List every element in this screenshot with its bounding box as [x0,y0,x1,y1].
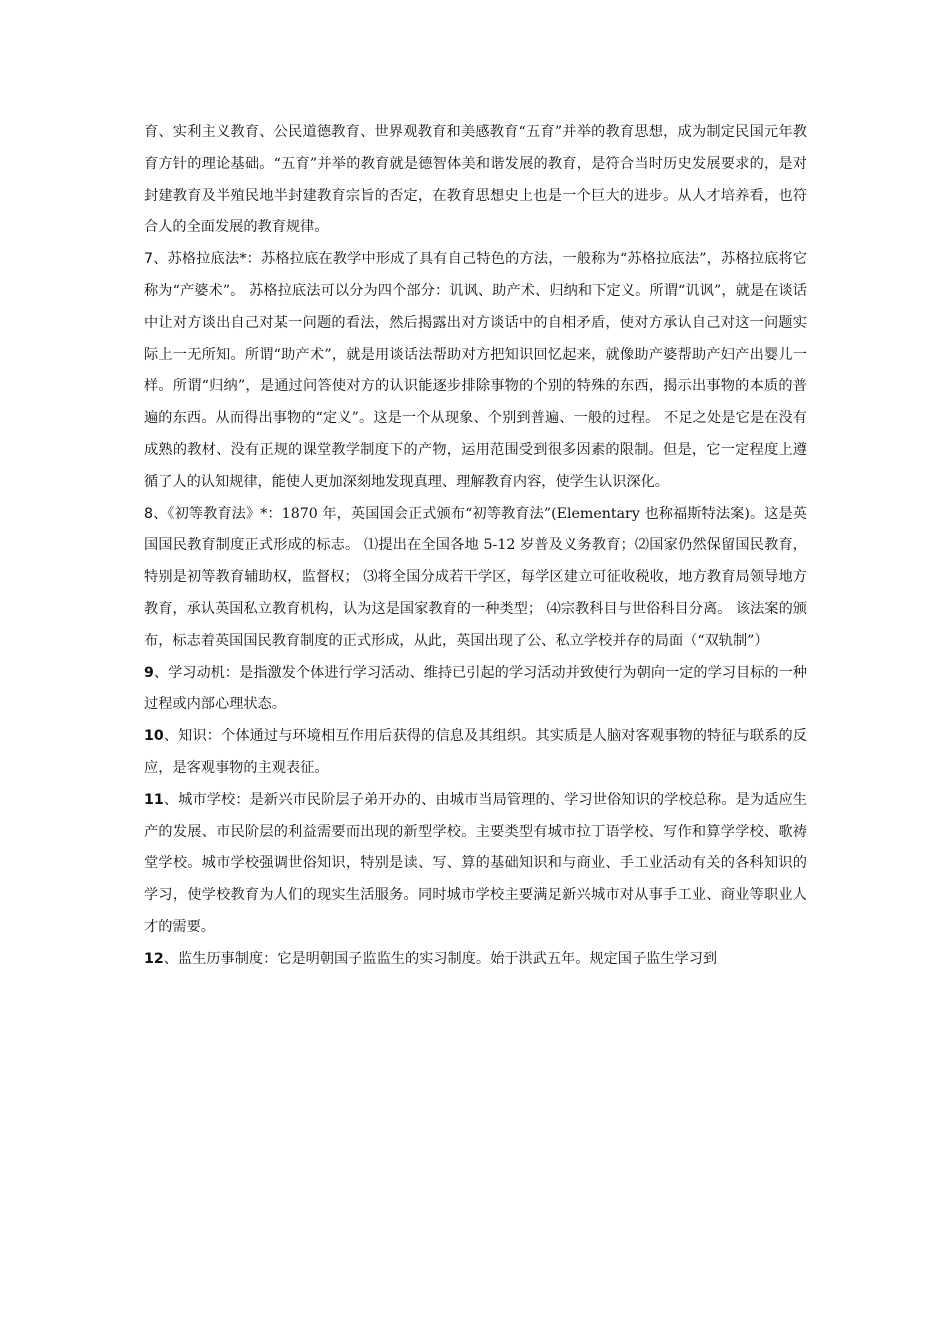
item-number: 12 [144,950,164,967]
item-number: 10 [144,728,164,745]
paragraph-text: 、城市学校：是新兴市民阶层子弟开办的、由城市当局管理的、学习世俗知识的学校总称。是为适应生产的发展、市民阶层的利益需要而出现的新型学校。主要类型有城市拉丁语学校、写作和算学学校、歌祷堂学校。城市学校强调世俗知识，特别是读、写、算的基础知识和与商业、手工业活动有关的各科知识的学习，使学校教育为人们的现实生活服务。同时城市学校主要满足新兴城市对从事手工业、商业等职业人才的需要。 [144,791,807,935]
paragraph-item-12 [144,944,807,976]
paragraph-text: 、知识：个体通过与环境相互作用后获得的信息及其组织。其实质是人脑对客观事物的特征与联系的反应，是客观事物的主观表征。 [144,728,807,776]
paragraph-item-8 [144,499,807,658]
paragraph-text: 育、实利主义教育、公民道德教育、世界观教育和美感教育“五育”并举的教育思想，成为制定民国元年教育方针的理论基础。“五育”并举的教育就是德智体美和谐发展的教育，是符合当时历史发展要求的，是对封建教育及半殖民地半封建教育宗旨的否定，在教育思想史上也是一个巨大的进步。从人才培养看，也符合人的全面发展的教育规律。 [144,124,807,236]
paragraph-continued [144,117,807,244]
item-number: 7 [144,251,154,268]
paragraph-text: 、苏格拉底法*：苏格拉底在教学中形成了具有自己特色的方法，一般称为“苏格拉底法”，苏格拉底将它称为“产婆术”。 苏格拉底法可以分为四个部分：讥讽、助产术、归纳和下定义。所谓“讥讽”，就是在谈话中让对方谈出自己对某一问题的看法，然后揭露出对方谈话中的自相矛盾，使对方承认自己对这一问题实际上一无所知。所谓“助产术”，就是用谈话法帮助对方把知识回忆起来，就像助产婆帮助产妇产出婴儿一样。所谓“归纳”，是通过问答使对方的认识能逐步排除事物的个别的特殊的东西，揭示出事物的本质的普遍的东西。从而得出事物的“定义”。这是一个从现象、个别到普遍、一般的过程。 不足之处是它是在没有成熟的教材、没有正规的课堂教学制度下的产物，运用范围受到很多因素的限制。但是，它一定程度上遵循了人的认知规律，能使人更加深刻地发现真理、理解教育内容，使学生认识深化。 [144,251,807,490]
paragraph-item-10 [144,721,807,785]
paragraph-text: 、学习动机：是指激发个体进行学习活动、维持已引起的学习活动并致使行为朝向一定的学习目标的一种过程或内部心理状态。 [144,664,807,713]
item-number: 9 [144,664,154,681]
item-number: 8 [144,505,154,522]
item-number: 11 [144,791,164,808]
paragraph-item-7 [144,244,807,498]
paragraph-item-9 [144,658,807,722]
document-page [144,117,807,976]
paragraph-text: 、《初等教育法》*：1870 年，英国国会正式颁布“初等教育法”(Elementary 也称福斯特法案)。这是英国国民教育制度正式形成的标志。 ⑴提出在全国各地 5-12 岁普及义务教育；⑵国家仍然保留国民教育，特别是初等教育辅助权，监督权； ⑶将全国分成若干学区，每学区建立可征收税收，地方教育局领导地方教育，承认英国私立教育机构，认为这是国家教育的一种类型； ⑷宗教科目与世俗科目分离。 该法案的颁布，标志着英国国民教育制度的正式形成，从此，英国出现了公、私立学校并存的局面（“双轨制”） [144,505,807,649]
paragraph-text: 、监生历事制度：它是明朝国子监监生的实习制度。始于洪武五年。规定国子监生学习到 [163,950,718,967]
paragraph-item-11 [144,785,807,944]
